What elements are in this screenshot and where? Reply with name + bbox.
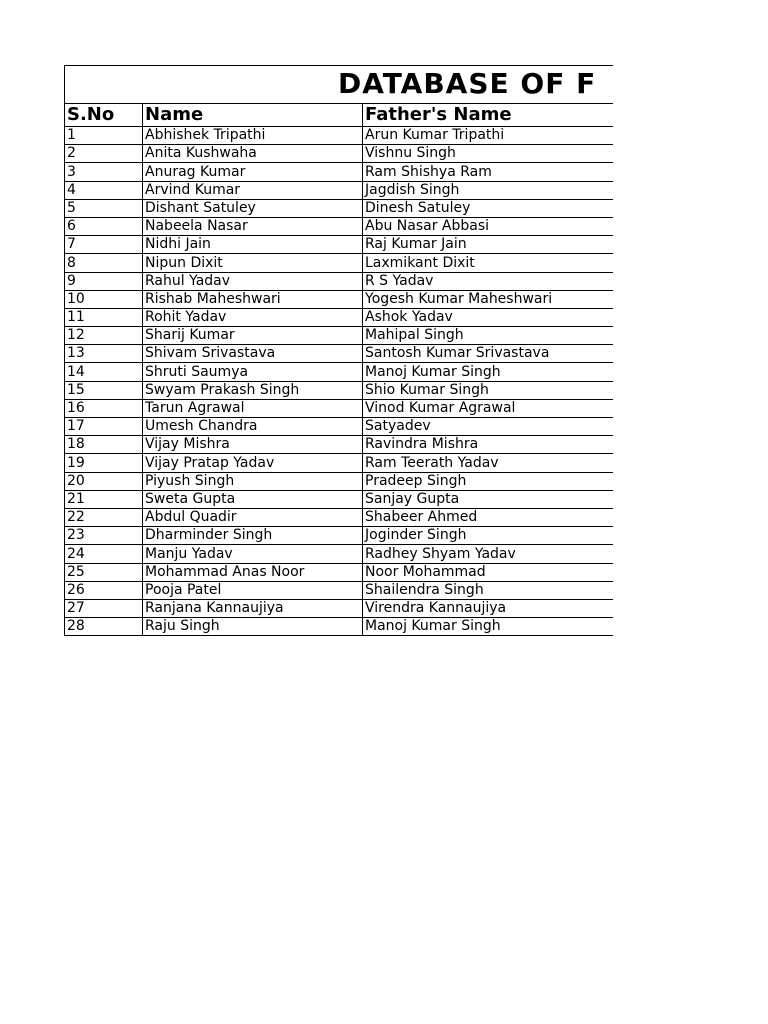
table-row bbox=[65, 399, 614, 417]
serial-number-cell: 19 bbox=[65, 454, 143, 472]
name-cell: Arvind Kumar bbox=[143, 181, 363, 199]
fathers-name-cell: Shailendra Singh bbox=[363, 581, 614, 599]
fathers-name-cell: Santosh Kumar Srivastava bbox=[363, 345, 614, 363]
fathers-name-cell: Ram Shishya Ram bbox=[363, 163, 614, 181]
table-row bbox=[65, 163, 614, 181]
fathers-name-cell: Mahipal Singh bbox=[363, 327, 614, 345]
fathers-name-cell: Joginder Singh bbox=[363, 527, 614, 545]
table-row bbox=[65, 618, 614, 636]
spreadsheet bbox=[64, 65, 613, 636]
fathers-name-cell: Vishnu Singh bbox=[363, 145, 614, 163]
name-cell: Nipun Dixit bbox=[143, 254, 363, 272]
fathers-name-cell: Yogesh Kumar Maheshwari bbox=[363, 290, 614, 308]
fathers-name-cell: Vinod Kumar Agrawal bbox=[363, 399, 614, 417]
serial-number-cell: 2 bbox=[65, 145, 143, 163]
serial-number-cell: 21 bbox=[65, 490, 143, 508]
table-row bbox=[65, 236, 614, 254]
fathers-name-cell: Ashok Yadav bbox=[363, 308, 614, 326]
name-cell: Raju Singh bbox=[143, 618, 363, 636]
table-row bbox=[65, 217, 614, 235]
serial-number-cell: 8 bbox=[65, 254, 143, 272]
fathers-name-cell: Pradeep Singh bbox=[363, 472, 614, 490]
table-row bbox=[65, 454, 614, 472]
name-cell: Mohammad Anas Noor bbox=[143, 563, 363, 581]
name-cell: Nidhi Jain bbox=[143, 236, 363, 254]
fathers-name-cell: Sanjay Gupta bbox=[363, 490, 614, 508]
table-row bbox=[65, 181, 614, 199]
name-cell: Pooja Patel bbox=[143, 581, 363, 599]
name-cell: Dharminder Singh bbox=[143, 527, 363, 545]
table-row bbox=[65, 472, 614, 490]
fathers-name-cell: Radhey Shyam Yadav bbox=[363, 545, 614, 563]
serial-number-cell: 1 bbox=[65, 127, 143, 145]
serial-number-cell: 6 bbox=[65, 217, 143, 235]
name-cell: Swyam Prakash Singh bbox=[143, 381, 363, 399]
serial-number-cell: 3 bbox=[65, 163, 143, 181]
table-row bbox=[65, 508, 614, 526]
table-row bbox=[65, 308, 614, 326]
fathers-name-cell: Manoj Kumar Singh bbox=[363, 618, 614, 636]
fathers-name-cell: Virendra Kannaujiya bbox=[363, 599, 614, 617]
database-table bbox=[64, 103, 613, 636]
serial-number-cell: 9 bbox=[65, 272, 143, 290]
serial-number-cell: 23 bbox=[65, 527, 143, 545]
name-cell: Rohit Yadav bbox=[143, 308, 363, 326]
name-cell: Rahul Yadav bbox=[143, 272, 363, 290]
table-row bbox=[65, 127, 614, 145]
table-row bbox=[65, 581, 614, 599]
name-cell: Abdul Quadir bbox=[143, 508, 363, 526]
table-row bbox=[65, 272, 614, 290]
table-body bbox=[65, 127, 614, 636]
table-row bbox=[65, 545, 614, 563]
sheet-title: DATABASE OF F bbox=[338, 67, 597, 100]
serial-number-cell: 25 bbox=[65, 563, 143, 581]
table-row bbox=[65, 145, 614, 163]
column-header-fathers-name: Father's Name bbox=[363, 104, 614, 127]
serial-number-cell: 16 bbox=[65, 399, 143, 417]
table-row bbox=[65, 599, 614, 617]
column-header-sno: S.No bbox=[65, 104, 143, 127]
fathers-name-cell: Manoj Kumar Singh bbox=[363, 363, 614, 381]
serial-number-cell: 10 bbox=[65, 290, 143, 308]
fathers-name-cell: Shabeer Ahmed bbox=[363, 508, 614, 526]
fathers-name-cell: Arun Kumar Tripathi bbox=[363, 127, 614, 145]
table-row bbox=[65, 418, 614, 436]
table-row bbox=[65, 527, 614, 545]
serial-number-cell: 4 bbox=[65, 181, 143, 199]
serial-number-cell: 24 bbox=[65, 545, 143, 563]
name-cell: Abhishek Tripathi bbox=[143, 127, 363, 145]
name-cell: Vijay Pratap Yadav bbox=[143, 454, 363, 472]
fathers-name-cell: R S Yadav bbox=[363, 272, 614, 290]
serial-number-cell: 14 bbox=[65, 363, 143, 381]
serial-number-cell: 18 bbox=[65, 436, 143, 454]
name-cell: Sweta Gupta bbox=[143, 490, 363, 508]
serial-number-cell: 5 bbox=[65, 199, 143, 217]
name-cell: Rishab Maheshwari bbox=[143, 290, 363, 308]
fathers-name-cell: Noor Mohammad bbox=[363, 563, 614, 581]
name-cell: Anurag Kumar bbox=[143, 163, 363, 181]
name-cell: Sharij Kumar bbox=[143, 327, 363, 345]
table-row bbox=[65, 254, 614, 272]
name-cell: Vijay Mishra bbox=[143, 436, 363, 454]
name-cell: Piyush Singh bbox=[143, 472, 363, 490]
fathers-name-cell: Dinesh Satuley bbox=[363, 199, 614, 217]
name-cell: Shivam Srivastava bbox=[143, 345, 363, 363]
table-row bbox=[65, 199, 614, 217]
table-row bbox=[65, 363, 614, 381]
column-header-name: Name bbox=[143, 104, 363, 127]
table-row bbox=[65, 327, 614, 345]
serial-number-cell: 17 bbox=[65, 418, 143, 436]
serial-number-cell: 28 bbox=[65, 618, 143, 636]
name-cell: Anita Kushwaha bbox=[143, 145, 363, 163]
serial-number-cell: 15 bbox=[65, 381, 143, 399]
serial-number-cell: 22 bbox=[65, 508, 143, 526]
table-row bbox=[65, 290, 614, 308]
fathers-name-cell: Ravindra Mishra bbox=[363, 436, 614, 454]
title-row bbox=[64, 65, 613, 103]
name-cell: Ranjana Kannaujiya bbox=[143, 599, 363, 617]
table-row bbox=[65, 345, 614, 363]
fathers-name-cell: Laxmikant Dixit bbox=[363, 254, 614, 272]
serial-number-cell: 26 bbox=[65, 581, 143, 599]
table-row bbox=[65, 381, 614, 399]
fathers-name-cell: Abu Nasar Abbasi bbox=[363, 217, 614, 235]
name-cell: Manju Yadav bbox=[143, 545, 363, 563]
serial-number-cell: 27 bbox=[65, 599, 143, 617]
fathers-name-cell: Satyadev bbox=[363, 418, 614, 436]
table-row bbox=[65, 563, 614, 581]
name-cell: Shruti Saumya bbox=[143, 363, 363, 381]
fathers-name-cell: Ram Teerath Yadav bbox=[363, 454, 614, 472]
serial-number-cell: 12 bbox=[65, 327, 143, 345]
name-cell: Dishant Satuley bbox=[143, 199, 363, 217]
serial-number-cell: 11 bbox=[65, 308, 143, 326]
fathers-name-cell: Jagdish Singh bbox=[363, 181, 614, 199]
serial-number-cell: 13 bbox=[65, 345, 143, 363]
table-row bbox=[65, 490, 614, 508]
serial-number-cell: 7 bbox=[65, 236, 143, 254]
name-cell: Tarun Agrawal bbox=[143, 399, 363, 417]
fathers-name-cell: Raj Kumar Jain bbox=[363, 236, 614, 254]
table-row bbox=[65, 436, 614, 454]
fathers-name-cell: Shio Kumar Singh bbox=[363, 381, 614, 399]
header-row bbox=[65, 104, 614, 127]
name-cell: Umesh Chandra bbox=[143, 418, 363, 436]
name-cell: Nabeela Nasar bbox=[143, 217, 363, 235]
serial-number-cell: 20 bbox=[65, 472, 143, 490]
